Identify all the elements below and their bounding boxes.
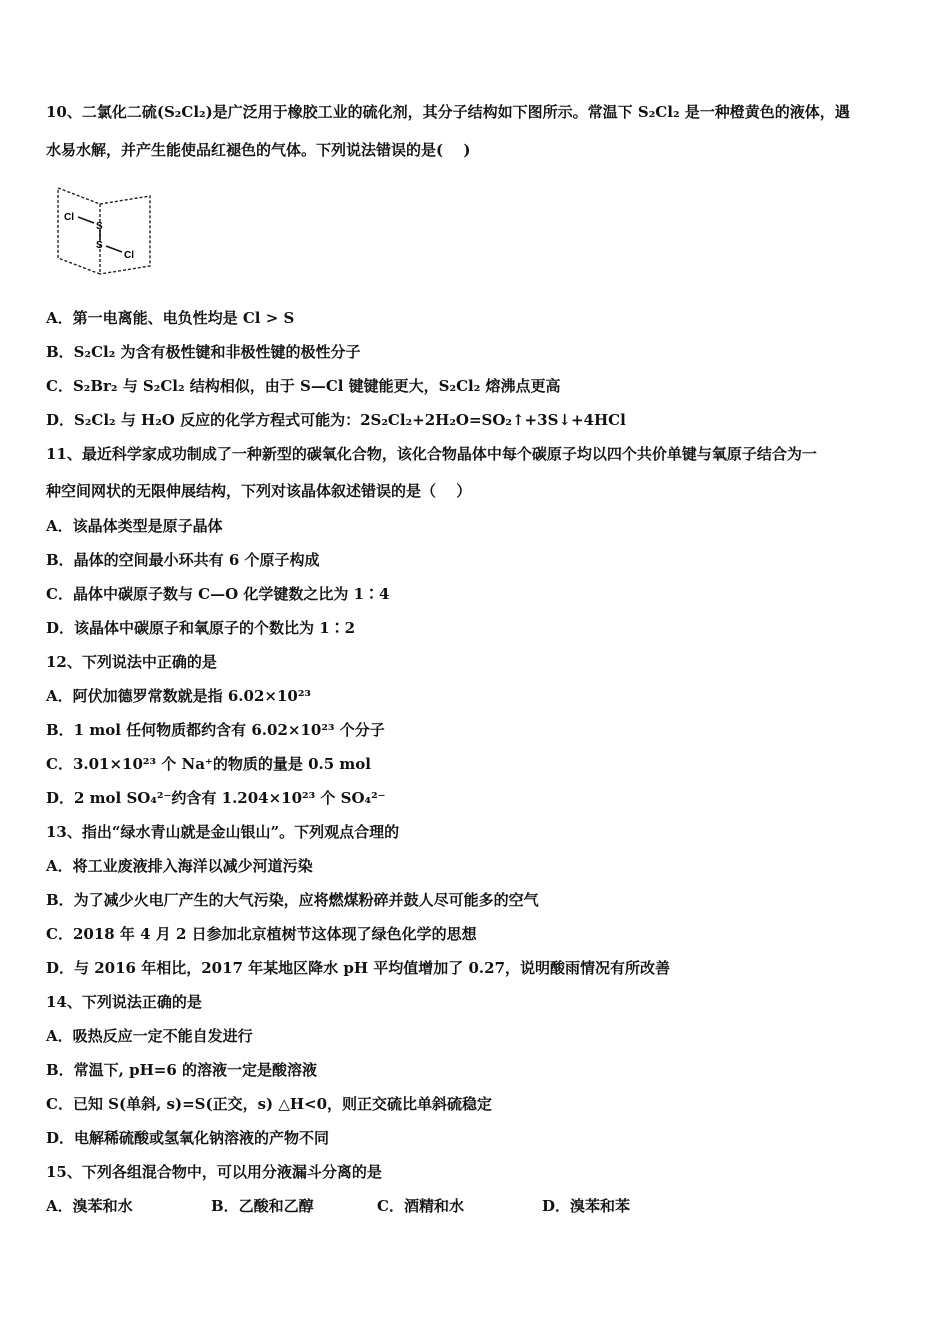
q13-option-b: B．为了减少火电厂产生的大气污染，应将燃煤粉碎并鼓人尽可能多的空气 bbox=[46, 891, 539, 909]
q13-option-c: C．2018 年 4 月 2 日参加北京植树节这体现了绿色化学的思想 bbox=[46, 925, 477, 943]
cl-s-bond-top bbox=[78, 217, 94, 223]
q15-option-a: A．溴苯和水 bbox=[46, 1197, 133, 1215]
left-plane-outline bbox=[58, 188, 100, 274]
q14-option-a: A．吸热反应一定不能自发进行 bbox=[46, 1027, 253, 1045]
q12-option-c: C．3.01×10²³ 个 Na⁺的物质的量是 0.5 mol bbox=[46, 755, 371, 773]
q11-option-d: D．该晶体中碳原子和氧原子的个数比为 1∶2 bbox=[46, 619, 356, 637]
q13-option-d: D．与 2016 年相比，2017 年某地区降水 pH 平均值增加了 0.27，说明酸雨情况有所改善 bbox=[46, 959, 671, 977]
cl-top-label: Cl bbox=[64, 212, 74, 223]
q15-option-b: B．乙酸和乙醇 bbox=[211, 1197, 314, 1215]
cl-bottom-label: Cl bbox=[124, 250, 134, 261]
s-top-label: S bbox=[96, 221, 103, 232]
q14-stem: 14、下列说法正确的是 bbox=[46, 993, 202, 1011]
q10-stem-line1: 10、二氯化二硫(S₂Cl₂)是广泛用于橡胶工业的硫化剂，其分子结构如下图所示。常温下 S₂Cl₂ 是一种橙黄色的液体，遇 bbox=[46, 103, 850, 121]
q15-option-c: C．酒精和水 bbox=[377, 1197, 464, 1215]
s-cl-bond-bottom bbox=[106, 246, 122, 252]
s-bottom-label: S bbox=[96, 240, 103, 251]
right-plane-outline bbox=[100, 196, 150, 274]
q15-option-d: D．溴苯和苯 bbox=[542, 1197, 631, 1215]
q11-option-a: A．该晶体类型是原子晶体 bbox=[46, 517, 223, 535]
q12-stem: 12、下列说法中正确的是 bbox=[46, 653, 217, 671]
q10-option-b: B．S₂Cl₂ 为含有极性键和非极性键的极性分子 bbox=[46, 343, 361, 361]
q14-option-d: D．电解稀硫酸或氢氧化钠溶液的产物不同 bbox=[46, 1129, 330, 1147]
q14-option-c: C．已知 S(单斜, s)=S(正交，s) △H<0，则正交硫比单斜硫稳定 bbox=[46, 1095, 493, 1113]
q10-option-c: C．S₂Br₂ 与 S₂Cl₂ 结构相似，由于 S—Cl 键键能更大，S₂Cl₂ 熔沸点更高 bbox=[46, 377, 561, 395]
q13-stem: 13、指出“绿水青山就是金山银山”。下列观点合理的 bbox=[46, 823, 400, 841]
q10-option-d: D．S₂Cl₂ 与 H₂O 反应的化学方程式可能为：2S₂Cl₂+2H₂O=SO₂↑+3S↓+4HCl bbox=[46, 411, 626, 429]
q12-option-b: B．1 mol 任何物质都约含有 6.02×10²³ 个分子 bbox=[46, 721, 385, 739]
q11-stem-line1: 11、最近科学家成功制成了一种新型的碳氧化合物，该化合物晶体中每个碳原子均以四个共价单键与氧原子结合为一 bbox=[46, 445, 817, 463]
q12-option-d: D．2 mol SO₄²⁻约含有 1.204×10²³ 个 SO₄²⁻ bbox=[46, 789, 386, 807]
s2cl2-structure-figure bbox=[52, 180, 162, 280]
q12-option-a: A．阿伏加德罗常数就是指 6.02×10²³ bbox=[46, 687, 311, 705]
q13-option-a: A．将工业废液排入海洋以减少河道污染 bbox=[46, 857, 313, 875]
q10-option-a: A．第一电离能、电负性均是 Cl > S bbox=[46, 309, 295, 327]
q11-option-b: B．晶体的空间最小环共有 6 个原子构成 bbox=[46, 551, 320, 569]
q11-option-c: C．晶体中碳原子数与 C—O 化学键数之比为 1∶4 bbox=[46, 585, 390, 603]
q14-option-b: B．常温下, pH=6 的溶液一定是酸溶液 bbox=[46, 1061, 318, 1079]
q10-stem-line2: 水易水解，并产生能使品红褪色的气体。下列说法错误的是( ) bbox=[46, 141, 471, 159]
q15-stem: 15、下列各组混合物中，可以用分液漏斗分离的是 bbox=[46, 1163, 382, 1181]
q11-stem-line2: 种空间网状的无限伸展结构，下列对该晶体叙述错误的是（ ） bbox=[46, 482, 472, 500]
